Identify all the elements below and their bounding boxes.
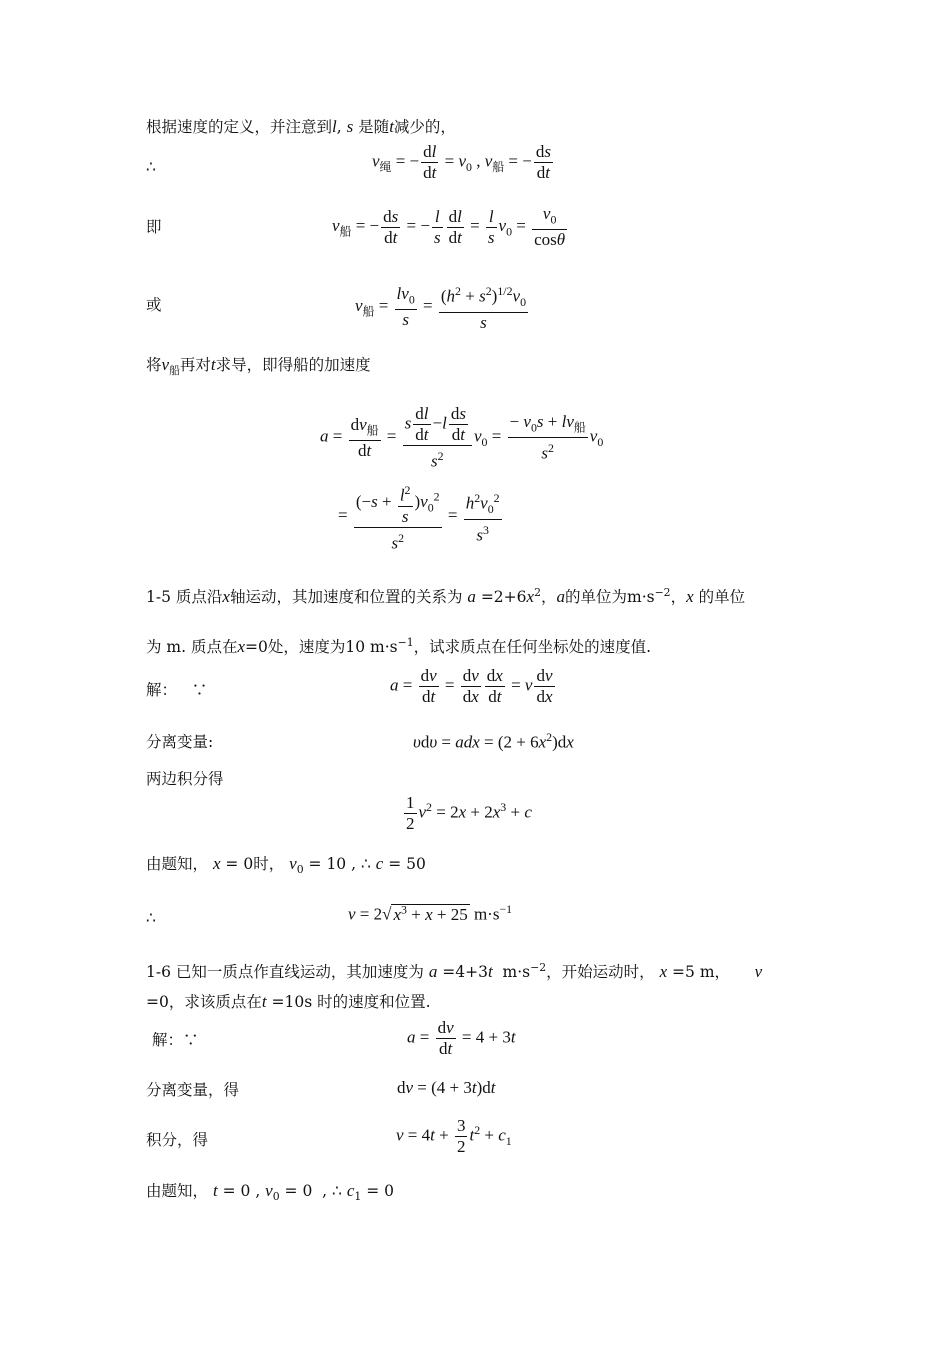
derivative-line: 将$v_船$再对t求导，即得船的加速度	[146, 355, 371, 378]
equation-acceleration-2: = (−s + $\frac{l^2}{s}$ )$v_0^2$ $s^2$ = $\frac{h^2v_0^2}{s^3}$	[338, 483, 500, 553]
p15-d: 为 m. 质点在	[146, 638, 238, 657]
equation-acceleration-1: a = $\frac{dv_船}{dt}$ = s $\frac{dl}{dt}$ −l $\frac{ds}{dt}$ $s^2$ $v_0$ = $\frac{- v_0s + lv_船}{s^2}$ $v_0$	[320, 404, 604, 471]
sub-boat: 船	[339, 224, 352, 239]
sub-boat: 船	[573, 420, 586, 435]
therefore-symbol: ∴	[146, 158, 156, 176]
p16-a: ，开始运动时，	[546, 963, 655, 982]
equation-integrated: $\frac{1}{2}$ $v^2 = 2x + 2x^3 + c$	[406, 793, 532, 833]
p16-b: =0，求该质点在	[146, 993, 262, 1011]
sub-boat: 船	[362, 304, 375, 319]
p15-c: 的单位	[698, 588, 746, 607]
sub-rope: 绳	[379, 159, 392, 174]
equation-velocity-integrated: v = 4t + $\frac{3}{2}$ $t^2 + c_1$	[396, 1116, 512, 1156]
initial-condition-line-2: 由题知， t = 0 , $v_0 = 0$ , ∴ $c_1 = 0$	[146, 1181, 394, 1204]
p15-title: 1-5 质点沿	[146, 588, 223, 607]
shi: 时，	[253, 855, 285, 873]
p15-a: 轴运动，其加速度和位置的关系为	[229, 588, 463, 607]
equation-separation-2: dv = (4 + 3t)dt	[397, 1078, 496, 1097]
deriv-a: 将	[146, 356, 162, 374]
problem-1-6-line-1: 1-6 已知一质点作直线运动，其加速度为 a =4+3t $m\cdot s^{-2}$，开始运动时， x =5 m， v	[146, 961, 763, 982]
equation-velocity-result: v = 2√ $x^3 + x + 25$ $m\cdot s^{-1}$	[348, 902, 513, 924]
equation-separation: υdυ = adx = $(2 + 6x^2)dx$	[413, 730, 574, 752]
sub-boat: 船	[492, 159, 505, 174]
intro-mid: 是随	[358, 118, 390, 136]
problem-1-5-line-1: 1-5 质点沿x轴运动，其加速度和位置的关系为 $a =2+6x^2$，a的单位为$m\cdot s^{-2}$，x 的单位	[146, 586, 746, 607]
because-symbol: ∵	[191, 681, 208, 699]
huo-label: 或	[146, 296, 162, 314]
deriv-c: 求导，即得船的加速度	[215, 356, 371, 374]
equation-boat-velocity: $v_船$ = − $\frac{ds}{dt}$ = − $\frac{l}{s}$ $\frac{dl}{dt}$ = $\frac{l}{s}$ $v_0$ = $\frac{v_0}{\cos\theta}$	[332, 204, 566, 250]
problem-1-5-line-2: 为 m. 质点在x=0处，速度为10 $m\cdot s^{-1}$，试求质点在任何坐标处的速度值.	[146, 636, 652, 657]
equation-velocity-def: $v_绳$ = − $\frac{dl}{dt}$ = $v_0$ , $v_船$ = − $\frac{ds}{dt}$	[372, 142, 551, 182]
equation-acceleration-def: a = $\frac{dv}{dt}$ = 4 + 3t	[407, 1018, 516, 1058]
youtizhi: 由题知，	[146, 855, 209, 873]
initial-condition-line: 由题知， x = 0时， $v_0 = 10$ , ∴ c = 50	[146, 854, 426, 877]
intro-line: 根据速度的定义，并注意到l, s 是随t减少的，	[146, 117, 456, 136]
integrate-label-2: 积分，得	[146, 1131, 209, 1149]
separation-label-2: 分离变量，得	[146, 1081, 240, 1099]
equation-boat-velocity-alt: $v_船$ = $\frac{lv_0}{s}$ = $\frac{(h^2 + s^2)^{1/2}v_0}{s}$	[355, 283, 527, 333]
therefore-symbol-2: ∴	[146, 909, 156, 927]
solution-label-2: 解：∵	[152, 1031, 199, 1049]
p16-title: 1-6 已知一质点作直线运动，其加速度为	[146, 963, 424, 982]
intro-end: 减少的，	[393, 118, 456, 136]
integrate-label: 两边积分得	[146, 770, 224, 788]
p16-c: 时的速度和位置.	[317, 993, 431, 1011]
deriv-b: 再对	[179, 356, 211, 374]
ji-label: 即	[146, 218, 162, 236]
sub-boat: 船	[366, 423, 379, 438]
jie: 解：	[146, 681, 178, 699]
solution-label	[146, 680, 207, 700]
p15-b: 的单位为	[564, 588, 627, 607]
youtizhi2: 由题知，	[146, 1182, 209, 1200]
p15-e: =0处，速度为	[245, 638, 346, 657]
equation-chain-rule: a = $\frac{dv}{dt}$ = $\frac{dv}{dx}$ $\frac{dx}{dt}$ = v $\frac{dv}{dx}$	[390, 666, 553, 706]
intro-text: 根据速度的定义，并注意到	[146, 118, 333, 136]
p15-f: ，试求质点在任何坐标处的速度值.	[413, 638, 652, 657]
problem-1-6-line-2: =0，求该质点在t =10s 时的速度和位置.	[146, 992, 431, 1011]
separation-label: 分离变量:	[146, 733, 214, 751]
sub-boat: 船	[169, 364, 180, 378]
